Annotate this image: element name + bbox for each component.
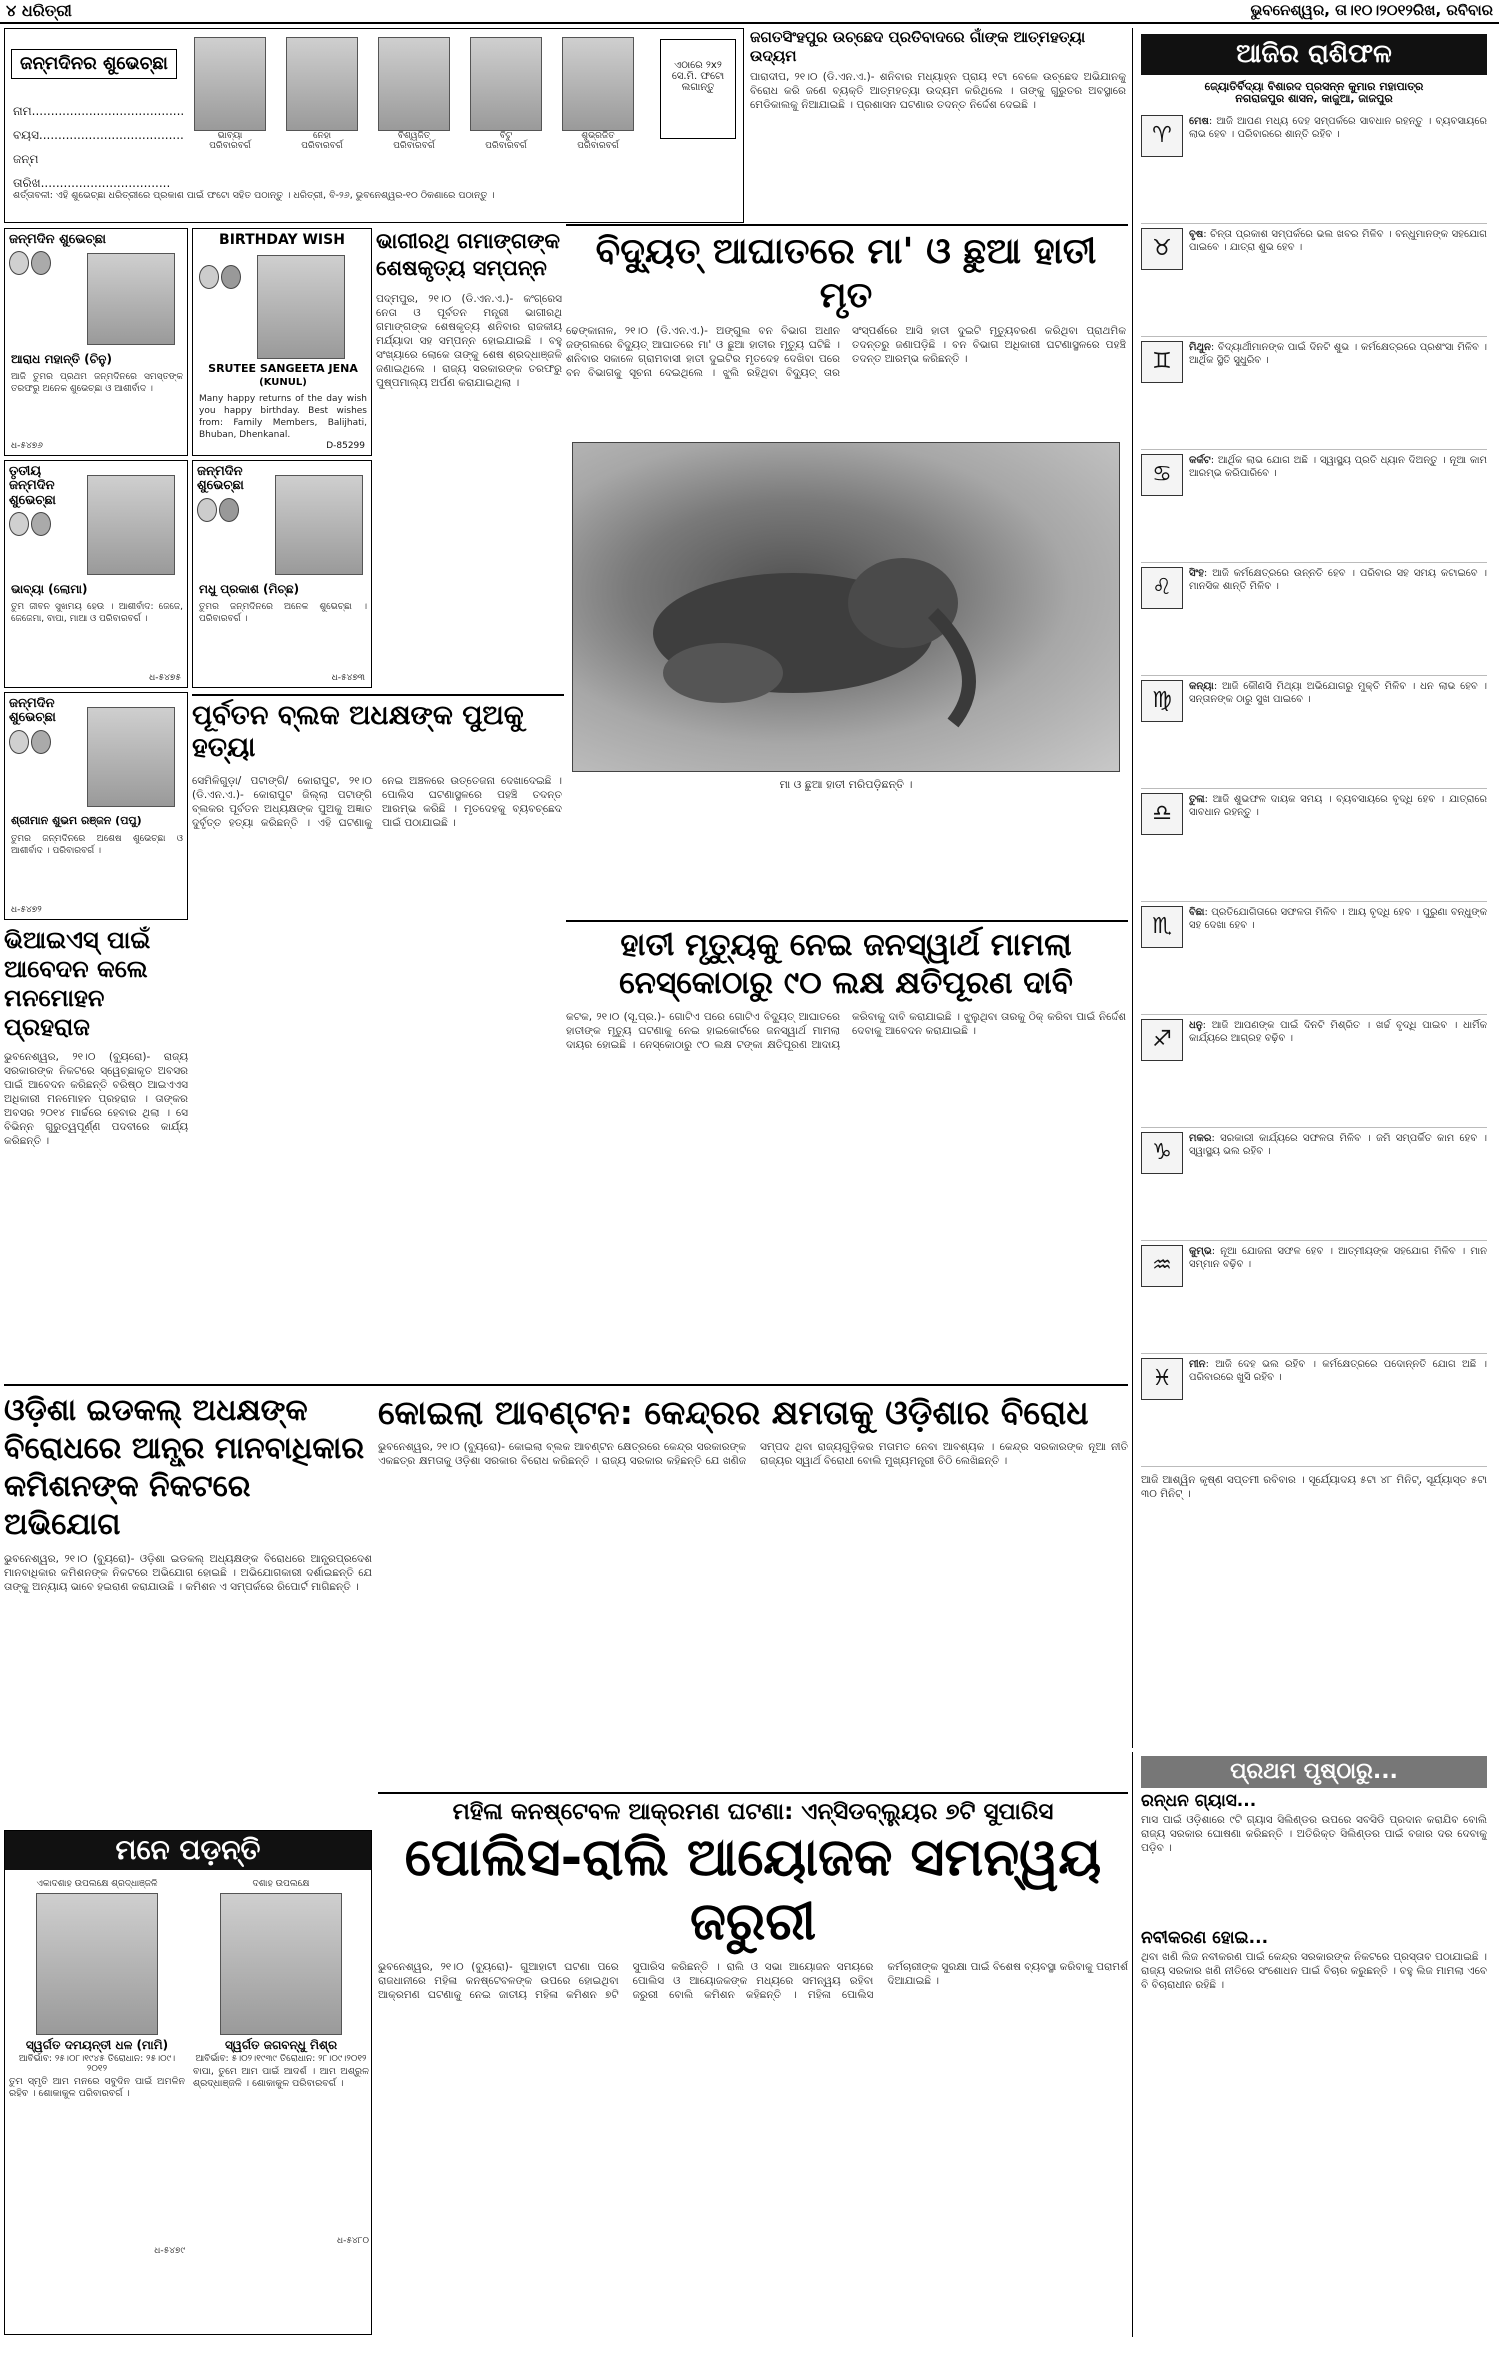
obituary-photo: [36, 1893, 158, 2035]
photo-caption: ପରିବାରବର୍ଗ: [209, 141, 251, 151]
form-field-dob: ଜନ୍ମ ତାରିଖ..................................: [13, 152, 171, 190]
wish-code: D-85299: [326, 441, 365, 451]
article-police: [378, 1798, 1128, 2336]
mane-panel: [4, 1830, 372, 2335]
article-vrs: [4, 926, 188, 1376]
article-purbatan: [192, 700, 562, 1380]
rashi-name: ମେଷ: [1189, 115, 1209, 127]
dateline: ଭୁବନେଶ୍ୱର, ତା।୧୦।୨୦୧୨ରିଖ, ରବିବାର: [1250, 1, 1493, 19]
article-headline: କୋଇଲା ଆବଣ୍ଟନ: କେନ୍ଦ୍ରର କ୍ଷମତାକୁ ଓଡ଼ିଶାର ବିରୋଧ: [378, 1393, 1089, 1432]
wish-text: ଆଜି ତୁମର ପ୍ରଥମ ଜନ୍ମଦିନରେ ସମସ୍ତଙ୍କ ତରଫରୁ ଅନେକ ଶୁଭେଚ୍ଛା ଓ ଆଶୀର୍ବାଦ ।: [11, 372, 183, 394]
rashi-item: ♐ ଧନୁ: ଆଜି ଆପଣଙ୍କ ପାଇଁ ଦିନଟି ମିଶ୍ରିତ । ଖର୍ଚ୍ଚ ବୃଦ୍ଧି ପାଇବ । ଧାର୍ମିକ କାର୍ଯ୍ୟରେ ଆଗ୍ରହ ବଢ଼ିବ ।: [1141, 1015, 1487, 1128]
article-headline: ଭାଗୀରଥି ଗମାଙ୍ଗଙ୍କ ଶେଷକୃତ୍ୟ ସମ୍ପନ୍ନ: [376, 229, 561, 280]
obituary-text: ତୁମ ସ୍ମୃତି ଆମ ମନରେ ସବୁଦିନ ପାଇଁ ଅମଳିନ ରହିବ । ଶୋକାକୁଳ ପରିବାରବର୍ଗ ।: [9, 2076, 185, 2100]
makara-icon: ♑: [1141, 1132, 1183, 1174]
article-jajpur: [750, 28, 1126, 223]
article-kicker: ମହିଳା କନଷ୍ଟେବଳ ଆକ୍ରମଣ ଘଟଣା: ଏନ୍‌ସିଡବ୍ଲ୍ୟୁର ୭ଟି ସୁପାରିସ: [452, 1799, 1054, 1825]
pratham-item-title: ରନ୍ଧନ ଗ୍ୟାସ...: [1141, 1791, 1257, 1812]
rashi-list: [1133, 111, 1495, 1467]
elephant-photo-caption: ମା ଓ ଛୁଆ ହାତୀ ମରିପଡ଼ିଛନ୍ତି ।: [779, 778, 913, 791]
rashi-item: ♎ ତୁଳା: ଆଜି ଶୁଭଫଳ ଦାୟକ ସମୟ । ବ୍ୟବସାୟରେ ବୃଦ୍ଧି ହେବ । ଯାତ୍ରାରେ ସାବଧାନ ରହନ୍ତୁ ।: [1141, 789, 1487, 902]
wish-card: [4, 692, 188, 920]
rashiphala-panel: [1132, 28, 1495, 1748]
obituary-photo: [220, 1893, 342, 2035]
obituary-name: ସ୍ୱର୍ଗତ ଦମୟନ୍ତୀ ଧଳ (ମାମି): [25, 2038, 169, 2052]
article-body: ଭୁବନେଶ୍ୱର, ୨୧।୦ (ବ୍ୟୁରୋ)- କୋଇଲା ବ୍ଲକ ଆବଣ୍ଟନ କ୍ଷେତ୍ରରେ କେନ୍ଦ୍ର ସରକାରଙ୍କ ଏକଛତ୍ର କ୍ଷମତାକୁ ଓଡ଼ିଶା ସରକାର ବିରୋଧ କରିଛନ୍ତି । ରାଜ୍ୟ ସରକାର କହିଛନ୍ତି ଯେ ଖଣିଜ ସମ୍ପଦ ଥିବା ରାଜ୍ୟଗୁଡ଼ିକର ମତାମତ ନେବା ଆବଶ୍ୟକ । କେନ୍ଦ୍ର ସରକାରଙ୍କ ନୂଆ ନୀତି ରାଜ୍ୟର ସ୍ୱାର୍ଥ ବିରୋଧୀ ବୋଲି ମୁଖ୍ୟମନ୍ତ୍ରୀ ଚିଠି ଲେଖିଛନ୍ତି ।: [378, 1441, 1128, 1467]
child-photo: [194, 37, 266, 131]
child-photo: [87, 707, 175, 807]
article-coal: [378, 1392, 1128, 1790]
form-field-age: ବୟସ......................................: [13, 128, 184, 142]
article-headline: ଓଡ଼ିଶା ଇଡକଲ୍ ଅଧକ୍ଷଙ୍କ ବିରୋଧରେ ଆନ୍ଧ୍ର ମାନବାଧିକାର କମିଶନଙ୍କ ନିକଟରେ ଅଭିଯୋଗ: [4, 1393, 365, 1542]
rashi-name: ବିଛା: [1189, 906, 1205, 918]
wish-title: BIRTHDAY WISH: [219, 232, 345, 248]
vrisha-icon: ♉: [1141, 228, 1183, 270]
rashi-name: ବୃଷ: [1189, 228, 1204, 240]
photo-name: ବିଶ୍ୱଜିତ୍: [397, 131, 431, 141]
child-photo: [87, 253, 175, 345]
article-headline: ବିଦ୍ୟୁତ୍ ଆଘାତରେ ମା' ଓ ଛୁଆ ହାତୀ ମୃତ: [595, 231, 1097, 316]
page-label: ୪ ଧରିତ୍ରୀ: [6, 1, 72, 20]
obituary-card: [9, 1879, 185, 2329]
rashi-name: ମକର: [1189, 1132, 1212, 1144]
wish-name: ଆରାଧ ମହାନ୍ତି (ଚିନୁ): [11, 352, 112, 366]
birthday-photo-card: [282, 37, 362, 177]
rashi-name: ଧନୁ: [1189, 1019, 1203, 1031]
photo-name: ନେହା: [312, 131, 331, 141]
rashi-name: ତୁଳା: [1189, 793, 1205, 805]
birthday-photo-card: [466, 37, 546, 177]
article-headline: ହାତୀ ମୃତ୍ୟୁକୁ ନେଇ ଜନସ୍ୱାର୍ଥ ମାମଲା: [620, 927, 1072, 963]
article-subheadline: ନେସ୍କୋଠାରୁ ୯୦ ଲକ୍ଷ କ୍ଷତିପୂରଣ ଦାବି: [619, 965, 1073, 1001]
article-idcol: [4, 1392, 372, 1824]
obituary-dates: ଆବିର୍ଭାବ: ୨୫।୦୮।୧୯୪୫ ତିରୋଧାନ: ୨୫।୦୯।୨୦୧୨: [18, 2054, 176, 2075]
rashiphala-byline-address: ନଗରାଜପୁର ଶାସନ, କାଜୁଆ, ଜାଜପୁର: [1235, 91, 1393, 105]
birthday-photo-card: [190, 37, 270, 177]
article-body: ଭୁବନେଶ୍ୱର, ୨୧।୦ (ବ୍ୟୁରୋ)- ଓଡ଼ିଶା ଇଡକଲ୍ ଅଧ୍ୟକ୍ଷଙ୍କ ବିରୋଧରେ ଆନ୍ଧ୍ରପ୍ରଦେଶ ମାନବାଧିକାର କମିଶନଙ୍କ ନିକଟରେ ଅଭିଯୋଗ ହୋଇଛି । ଅଭିଯୋଗକାରୀ ଦର୍ଶାଇଛନ୍ତି ଯେ ତାଙ୍କୁ ଅନ୍ୟାୟ ଭାବେ ହଇରାଣ କରାଯାଉଛି । କମିଶନ ଏ ସମ୍ପର୍କରେ ରିପୋର୍ଟ ମାଗିଛନ୍ତି ।: [4, 1553, 372, 1593]
article-bhagirathi: [376, 228, 562, 698]
child-photo: [275, 475, 363, 575]
mesha-icon: ♈: [1141, 115, 1183, 157]
rashi-text: ନୂଆ ଯୋଜନା ସଫଳ ହେବ । ଆତ୍ମୀୟଙ୍କ ସହଯୋଗ ମିଳିବ । ମାନ ସମ୍ମାନ ବଢ଼ିବ ।: [1189, 1245, 1487, 1270]
rashi-name: କର୍କଟ: [1189, 454, 1211, 466]
pratham-panel: [1132, 1752, 1495, 2337]
form-field-name: ନାମ........................................: [13, 104, 185, 118]
wish-text: Many happy returns of the day wish you happy birthday. Best wishes from: Family Members, Balijhati, Bhuban, Dhenkanal.: [199, 394, 367, 440]
photo-caption: ପରିବାରବର୍ଗ: [393, 141, 435, 151]
karkata-icon: ♋: [1141, 454, 1183, 496]
obituary-name: ସ୍ୱର୍ଗତ ଜଗବନ୍ଧୁ ମିଶ୍ର: [224, 2038, 338, 2052]
rashi-item: ♈ ମେଷ: ଆଜି ଆପଣ ମଧ୍ୟ ଦେହ ସମ୍ପର୍କରେ ସାବଧାନ ରହନ୍ତୁ । ବ୍ୟବସାୟରେ ଲାଭ ହେବ । ପରିବାରରେ ଶାନ୍ତି ରହିବ ।: [1141, 111, 1487, 224]
rashi-item: ♍ କନ୍ୟା: ଆଜି କୌଣସି ମିଥ୍ୟା ଅଭିଯୋଗରୁ ମୁକ୍ତି ମିଳିବ । ଧନ ଲାଭ ହେବ । ସନ୍ତାନଙ୍କ ଠାରୁ ସୁଖ ପାଇବେ ।: [1141, 676, 1487, 789]
rashi-text: ଆଜି କର୍ମକ୍ଷେତ୍ରରେ ଉନ୍ନତି ହେବ । ପରିବାର ସହ ସମୟ କଟାଇବେ । ମାନସିକ ଶାନ୍ତି ମିଳିବ ।: [1189, 567, 1487, 592]
wish-title: ଜନ୍ମଦିନ ଶୁଭେଚ୍ଛା: [9, 696, 56, 726]
tula-icon: ♎: [1141, 793, 1183, 835]
rashiphala-byline: ଜ୍ୟୋତିର୍ବିଦ୍ୟା ବିଶାରଦ ପ୍ରସନ୍ନ କୁମାର ମହାପାତ୍ର: [1204, 79, 1424, 93]
rashi-text: ଆର୍ଥିକ ଲାଭ ଯୋଗ ଅଛି । ସ୍ୱାସ୍ଥ୍ୟ ପ୍ରତି ଧ୍ୟାନ ଦିଅନ୍ତୁ । ନୂଆ କାମ ଆରମ୍ଭ କରିପାରିବେ ।: [1189, 454, 1487, 479]
rashi-item: ♏ ବିଛା: ପ୍ରତିଯୋଗିତାରେ ସଫଳତା ମିଳିବ । ଆୟ ବୃଦ୍ଧି ହେବ । ପୁରୁଣା ବନ୍ଧୁଙ୍କ ସହ ଦେଖା ହେବ ।: [1141, 902, 1487, 1015]
rashi-name: ସିଂହ: [1189, 567, 1204, 579]
wish-card: [192, 460, 372, 688]
wish-text: ତୁମ ଜୀବନ ସୁଖମୟ ହେଉ । ଆଶୀର୍ବାଦ: ଜେଜେ, ଜେଜେମା, ବାପା, ମାଆ ଓ ପରିବାରବର୍ଗ ।: [11, 602, 183, 624]
masthead: [0, 0, 1499, 22]
photo-name: ଭାବ୍ୟା: [217, 131, 243, 141]
photo-name: ବିଟୁ: [499, 131, 513, 141]
pratham-item-body: ମାସ ପାଇଁ ଓଡ଼ିଶାରେ ୯ଟି ଗ୍ୟାସ ସିଲିଣ୍ଡର ଉପରେ ସବସିଡି ପ୍ରଦାନ କରାଯିବ ବୋଲି ରାଜ୍ୟ ସରକାର ଘୋଷଣା କରିଛନ୍ତି । ଅତିରିକ୍ତ ସିଲିଣ୍ଡର ପାଇଁ ବଜାର ଦର ଦେବାକୁ ପଡ଼ିବ ।: [1141, 1813, 1487, 1854]
wish-text: ତୁମର ଜନ୍ମଦିନରେ ଅଶେଷ ଶୁଭେଚ୍ଛା ଓ ଆଶୀର୍ବାଦ । ପରିବାରବର୍ଗ ।: [11, 834, 183, 856]
rashi-name: କୁମ୍ଭ: [1189, 1245, 1212, 1257]
article-body: ଭୁବନେଶ୍ୱର, ୨୧।୦ (ବ୍ୟୁରୋ)- ରାଜ୍ୟ ସରକାରଙ୍କ ନିକଟରେ ସ୍ୱେଚ୍ଛାକୃତ ଅବସର ପାଇଁ ଆବେଦନ କରିଛନ୍ତି ବରିଷ୍ଠ ଆଇଏଏସ ଅଧିକାରୀ ମନମୋହନ ପ୍ରହରାଜ । ତାଙ୍କର ଅବସର ୨୦୧୪ ମାର୍ଚ୍ଚରେ ହେବାର ଥିଲା । ସେ ବିଭିନ୍ନ ଗୁରୁତ୍ୱପୂର୍ଣ୍ଣ ପଦବୀରେ କାର୍ଯ୍ୟ କରିଛନ୍ତି ।: [4, 1051, 188, 1147]
photo-caption: ପରିବାରବର୍ଗ: [577, 141, 619, 151]
rashi-text: ବିଦ୍ୟାର୍ଥୀମାନଙ୍କ ପାଇଁ ଦିନଟି ଶୁଭ । କର୍ମକ୍ଷେତ୍ରରେ ପ୍ରଶଂସା ମିଳିବ । ଆର୍ଥିକ ସ୍ଥିତି ସୁଧୁରିବ ।: [1189, 341, 1487, 366]
wish-code: ଧ-୫୪୭୬: [11, 441, 43, 451]
wish-name: ଶ୍ରୀମାନ ଶୁଭମ ରଞ୍ଜନ (ପପୁ): [11, 814, 142, 827]
simha-icon: ♌: [1141, 567, 1183, 609]
rashi-item: ♑ ମକର: ସରକାରୀ କାର୍ଯ୍ୟରେ ସଫଳତା ମିଳିବ । ଜମି ସମ୍ପର୍କିତ କାମ ହେବ । ସ୍ୱାସ୍ଥ୍ୟ ଭଲ ରହିବ ।: [1141, 1128, 1487, 1241]
dhanu-icon: ♐: [1141, 1019, 1183, 1061]
rashi-text: ଆଜି ଶୁଭଫଳ ଦାୟକ ସମୟ । ବ୍ୟବସାୟରେ ବୃଦ୍ଧି ହେବ । ଯାତ୍ରାରେ ସାବଧାନ ରହନ୍ତୁ ।: [1189, 793, 1487, 818]
child-photo: [470, 37, 542, 131]
wish-name: ମଧୁ ପ୍ରକାଶ (ମିଚ୍ଛ): [199, 582, 300, 596]
rashi-item: ♒ କୁମ୍ଭ: ନୂଆ ଯୋଜନା ସଫଳ ହେବ । ଆତ୍ମୀୟଙ୍କ ସହଯୋଗ ମିଳିବ । ମାନ ସମ୍ମାନ ବଢ଼ିବ ।: [1141, 1241, 1487, 1354]
child-photo: [257, 255, 345, 359]
dead-elephant-illustration: [573, 443, 1121, 773]
bichha-icon: ♏: [1141, 906, 1183, 948]
child-photo: [562, 37, 634, 131]
rashiphala-footer: ଆଜି ଆଶ୍ୱିନ କୃଷ୍ଣ ସପ୍ତମୀ ରବିବାର । ସୂର୍ଯ୍ୟୋଦୟ ୫ଟା ୪୮ ମିନିଟ୍, ସୂର୍ଯ୍ୟାସ୍ତ ୫ଟା ୩୦ ମିନିଟ୍ ।: [1141, 1473, 1487, 1500]
article-elephant: [566, 230, 1126, 920]
kanya-icon: ♍: [1141, 680, 1183, 722]
obituary-code: ଧ-୫୪୭୯: [154, 2246, 185, 2257]
rashi-text: ଆଜି ଦେହ ଭଲ ରହିବ । କର୍ମକ୍ଷେତ୍ରରେ ପଦୋନ୍ନତି ଯୋଗ ଅଛି । ପରିବାରରେ ଖୁସି ରହିବ ।: [1189, 1358, 1487, 1383]
wish-card: [4, 228, 188, 456]
article-headline: ପୋଲିସ-ରାଲି ଆୟୋଜକ ସମନ୍ୱୟ ଜରୁରୀ: [404, 1828, 1102, 1952]
rashi-text: ସରକାରୀ କାର୍ଯ୍ୟରେ ସଫଳତା ମିଳିବ । ଜମି ସମ୍ପର୍କିତ କାମ ହେବ । ସ୍ୱାସ୍ଥ୍ୟ ଭଲ ରହିବ ।: [1189, 1132, 1487, 1157]
rashi-item: ♋ କର୍କଟ: ଆର୍ଥିକ ଲାଭ ଯୋଗ ଅଛି । ସ୍ୱାସ୍ଥ୍ୟ ପ୍ରତି ଧ୍ୟାନ ଦିଅନ୍ତୁ । ନୂଆ କାମ ଆରମ୍ଭ କରିପାରିବେ ।: [1141, 450, 1487, 563]
obituary-dates: ଆବିର୍ଭାବ: ୫।୦୨।୧୯୩୯ ତିରୋଧାନ: ୨୮।୦୯।୨୦୧୨: [195, 2054, 367, 2065]
wish-nickname: (KUNUL): [259, 377, 307, 388]
wish-code: ଧ-୫୪୭୨: [11, 905, 42, 915]
child-photo: [378, 37, 450, 131]
rashi-item: ♉ ବୃଷ: ଚିନ୍ତା ପ୍ରକାଶ ସମ୍ପର୍କରେ ଭଲ ଖବର ମିଳିବ । ବନ୍ଧୁମାନଙ୍କ ସହଯୋଗ ପାଇବେ । ଯାତ୍ରା ଶୁଭ ହେବ ।: [1141, 224, 1487, 337]
wish-text: ତୁମର ଜନ୍ମଦିନରେ ଅନେକ ଶୁଭେଚ୍ଛା । ପରିବାରବର୍ଗ ।: [199, 602, 367, 624]
rashi-text: ଆଜି ଆପଣଙ୍କ ପାଇଁ ଦିନଟି ମିଶ୍ରିତ । ଖର୍ଚ୍ଚ ବୃଦ୍ଧି ପାଇବ । ଧାର୍ମିକ କାର୍ଯ୍ୟରେ ଆଗ୍ରହ ବଢ଼ିବ ।: [1189, 1019, 1487, 1044]
obituary-card: [193, 1879, 369, 2329]
mina-icon: ♓: [1141, 1358, 1183, 1400]
article-body: ପାରାଦୀପ, ୨୧।୦ (ଡି.ଏନ.ଏ.)- ଶନିବାର ମଧ୍ୟାହ୍ନ ପ୍ରାୟ ୧ଟା ବେଳେ ଉଚ୍ଛେଦ ଅଭିଯାନକୁ ବିରୋଧ କରି ଜଣେ ବ୍ୟକ୍ତି ଆତ୍ମହତ୍ୟା ଉଦ୍ୟମ କରିଥିଲେ । ତାଙ୍କୁ ଗୁରୁତର ଅବସ୍ଥାରେ ମେଡିକାଲକୁ ନିଆଯାଇଛି । ପ୍ରଶାସନ ଘଟଣାର ତଦନ୍ତ ନିର୍ଦ୍ଦେଶ ଦେଇଛି ।: [750, 71, 1126, 111]
birthday-panel: [4, 28, 744, 223]
article-body: ଢେଙ୍କାନାଳ, ୨୧।୦ (ଡି.ଏନ.ଏ.)- ଅଙ୍ଗୁଲ ବନ ବିଭାଗ ଅଧୀନ ଜଙ୍ଗଲରେ ବିଦ୍ୟୁତ୍ ଆଘାତରେ ମା' ଓ ଛୁଆ ହାତୀର ମୃତ୍ୟୁ ଘଟିଛି । ଶନିବାର ସକାଳେ ଗ୍ରାମବାସୀ ହାତୀ ଦୁଇଟିର ମୃତଦେହ ଦେଖିବା ପରେ ବନ ବିଭାଗକୁ ସୂଚନା ଦେଇଥିଲେ । ଝୁଲି ରହିଥିବା ବିଦ୍ୟୁତ୍ ତାର ସଂସ୍ପର୍ଶରେ ଆସି ହାତୀ ଦୁଇଟି ମୃତ୍ୟୁବରଣ କରିଥିବା ପ୍ରାଥମିକ ତଦନ୍ତରୁ ଜଣାପଡ଼ିଛି । ବନ ବିଭାଗ ଅଧିକାରୀ ଘଟଣାସ୍ଥଳରେ ପହଞ୍ଚି ତଦନ୍ତ ଆରମ୍ଭ କରିଛନ୍ତି ।: [566, 325, 1126, 379]
article-pil: [566, 926, 1126, 1380]
rashi-name: ମିଥୁନ: [1189, 341, 1211, 353]
article-body: ଭୁବନେଶ୍ୱର, ୨୧।୦ (ବ୍ୟୁରୋ)- ଗୁଆହାଟୀ ଘଟଣା ପରେ ରାଜଧାନୀରେ ମହିଳା କନଷ୍ଟେବଳଙ୍କ ଉପରେ ହୋଇଥିବା ଆକ୍ରମଣ ଘଟଣାକୁ ନେଇ ଜାତୀୟ ମହିଳା କମିଶନ ୭ଟି ସୁପାରିସ କରିଛନ୍ତି । ରାଲି ଓ ସଭା ଆୟୋଜନ ସମୟରେ ପୋଲିସ ଓ ଆୟୋଜକଙ୍କ ମଧ୍ୟରେ ସମନ୍ୱୟ ରହିବା ଜରୁରୀ ବୋଲି କମିଶନ କହିଛନ୍ତି । ମହିଳା ପୋଲିସ କର୍ମଚାରୀଙ୍କ ସୁରକ୍ଷା ପାଇଁ ବିଶେଷ ବ୍ୟବସ୍ଥା କରିବାକୁ ପରାମର୍ଶ ଦିଆଯାଇଛି ।: [378, 1961, 1128, 2001]
wish-card: [192, 228, 372, 456]
article-headline: ପୂର୍ବତନ ବ୍ଲକ ଅଧକ୍ଷଙ୍କ ପୁଅକୁ ହତ୍ୟା: [192, 700, 524, 763]
birthday-photo-card: [558, 37, 638, 177]
rashi-text: ପ୍ରତିଯୋଗିତାରେ ସଫଳତା ମିଳିବ । ଆୟ ବୃଦ୍ଧି ହେବ । ପୁରୁଣା ବନ୍ଧୁଙ୍କ ସହ ଦେଖା ହେବ ।: [1189, 906, 1487, 931]
article-headline: ଭିଆଇଏସ୍ ପାଇଁ ଆବେଦନ କଲେ ମନମୋହନ ପ୍ରହରାଜ: [4, 926, 151, 1041]
rashi-name: କନ୍ୟା: [1189, 680, 1214, 692]
rashi-item: ♌ ସିଂହ: ଆଜି କର୍ମକ୍ଷେତ୍ରରେ ଉନ୍ନତି ହେବ । ପରିବାର ସହ ସମୟ କଟାଇବେ । ମାନସିକ ଶାନ୍ତି ମିଳିବ ।: [1141, 563, 1487, 676]
child-photo: [87, 475, 175, 575]
obituary-label: ଏକାଦଶାହ ଉପଲକ୍ଷେ ଶ୍ରଦ୍ଧାଞ୍ଜଳି: [36, 1879, 158, 1889]
wish-name: SRUTEE SANGEETA JENA: [208, 362, 358, 375]
elephant-photo: [572, 442, 1120, 772]
kumbha-icon: ♒: [1141, 1245, 1183, 1287]
article-body: କଟକ, ୨୧।୦ (ସୂ.ପ୍ର.)- ଗୋଟିଏ ପରେ ଗୋଟିଏ ବିଦ୍ୟୁତ୍ ଆଘାତରେ ହାତୀଙ୍କ ମୃତ୍ୟୁ ଘଟଣାକୁ ନେଇ ହାଇକୋର୍ଟରେ ଜନସ୍ୱାର୍ଥ ମାମଲା ଦାୟର ହୋଇଛି । ନେସ୍କୋଠାରୁ ୯୦ ଲକ୍ଷ ଟଙ୍କା କ୍ଷତିପୂରଣ ଆଦାୟ କରିବାକୁ ଦାବି କରାଯାଇଛି । ଝୁଲୁଥିବା ତାରକୁ ଠିକ୍ କରିବା ପାଇଁ ନିର୍ଦ୍ଦେଶ ଦେବାକୁ ଆବେଦନ କରାଯାଇଛି ।: [566, 1011, 1126, 1051]
photo-name: ଶୁଭ୍ରଜିତ: [581, 131, 615, 141]
rashi-text: ଆଜି ଆପଣ ମଧ୍ୟ ଦେହ ସମ୍ପର୍କରେ ସାବଧାନ ରହନ୍ତୁ । ବ୍ୟବସାୟରେ ଲାଭ ହେବ । ପରିବାରରେ ଶାନ୍ତି ରହିବ ।: [1189, 115, 1487, 140]
obituary-code: ଧ-୫୪୮୦: [337, 2236, 369, 2247]
obituary-text: ବାପା, ତୁମେ ଆମ ପାଇଁ ଆଦର୍ଶ । ଆମ ଅଶ୍ରୁଳ ଶ୍ରଦ୍ଧାଞ୍ଜଳି । ଶୋକାକୁଳ ପରିବାରବର୍ଗ ।: [193, 2066, 369, 2090]
article-headline: ଜଗତସିଂହପୁର ଉଚ୍ଛେଦ ପ୍ରତିବାଦରେ ଗାଁଙ୍କ ଆତ୍ମହତ୍ୟା ଉଦ୍ୟମ: [750, 28, 1086, 65]
photo-placeholder-box: ଏଠାରେ ୨x୨ ସେ.ମି. ଫଟୋ ଲଗାନ୍ତୁ: [660, 39, 736, 139]
birthday-form: [13, 99, 183, 195]
photo-caption: ପରିବାରବର୍ଗ: [301, 141, 343, 151]
wish-title: ତୃତୀୟ ଜନ୍ମଦିନ ଶୁଭେଚ୍ଛା: [9, 464, 56, 508]
birthday-photo-card: [374, 37, 454, 177]
wish-title: ଜନ୍ମଦିନ ଶୁଭେଚ୍ଛା: [197, 464, 244, 494]
pratham-title: ପ୍ରଥମ ପୃଷ୍ଠାରୁ...: [1141, 1756, 1487, 1788]
pratham-item-title: ନବୀକରଣ ହୋଇ...: [1141, 1927, 1269, 1948]
pratham-item-body: ଥିବା ଖଣି ଲିଜ ନବୀକରଣ ପାଇଁ କେନ୍ଦ୍ର ସରକାରଙ୍କ ନିକଟରେ ପ୍ରସ୍ତାବ ପଠାଯାଇଛି । ରାଜ୍ୟ ସରକାର ଖଣି ନୀତିରେ ସଂଶୋଧନ ପାଇଁ ବିଚାର କରୁଛନ୍ତି । ବହୁ ଲିଜ ମାମଲା ଏବେ ବି ବିଚାରାଧୀନ ରହିଛି ।: [1141, 1950, 1487, 1991]
rashiphala-title: ଆଜିର ରାଶିଫଳ: [1141, 34, 1487, 75]
wish-card: [4, 460, 188, 688]
child-photo: [286, 37, 358, 131]
birthday-photos: [190, 37, 650, 177]
rashi-name: ମୀନ: [1189, 1358, 1206, 1370]
rashi-item: ♓ ମୀନ: ଆଜି ଦେହ ଭଲ ରହିବ । କର୍ମକ୍ଷେତ୍ରରେ ପଦୋନ୍ନତି ଯୋଗ ଅଛି । ପରିବାରରେ ଖୁସି ରହିବ ।: [1141, 1354, 1487, 1467]
obituary-label: ଦଶାହ ଉପଲକ୍ଷେ: [252, 1879, 310, 1889]
wish-name: ଭାବ୍ୟା (ଲୋମା): [11, 582, 88, 596]
photo-caption: ପରିବାରବର୍ଗ: [485, 141, 527, 151]
rashi-text: ଚିନ୍ତା ପ୍ରକାଶ ସମ୍ପର୍କରେ ଭଲ ଖବର ମିଳିବ । ବନ୍ଧୁମାନଙ୍କ ସହଯୋଗ ପାଇବେ । ଯାତ୍ରା ଶୁଭ ହେବ ।: [1189, 228, 1487, 253]
rashi-item: ♊ ମିଥୁନ: ବିଦ୍ୟାର୍ଥୀମାନଙ୍କ ପାଇଁ ଦିନଟି ଶୁଭ । କର୍ମକ୍ଷେତ୍ରରେ ପ୍ରଶଂସା ମିଳିବ । ଆର୍ଥିକ ସ୍ଥିତି ସୁଧୁରିବ ।: [1141, 337, 1487, 450]
birthday-footer: ଶର୍ତ୍ତାବଳୀ: ଏହି ଶୁଭେଚ୍ଛା ଧରିତ୍ରୀରେ ପ୍ରକାଶ ପାଇଁ ଫଟୋ ସହିତ ପଠାନ୍ତୁ । ଧରିତ୍ରୀ, ବି-୨୬, ଭୁବନେଶ୍ୱର-୧୦ ଠିକଣାରେ ପଠାନ୍ତୁ ।: [13, 190, 495, 201]
mithuna-icon: ♊: [1141, 341, 1183, 383]
wish-code: ଧ-୫୪୭୩: [331, 673, 365, 683]
article-body: ସେମିଳିଗୁଡ଼ା/ ପଟାଙ୍ଗି/ କୋରାପୁଟ, ୨୧।୦ (ଡି.ଏନ.ଏ.)- କୋରାପୁଟ ଜିଲ୍ଲା ପଟାଙ୍ଗି ବ୍ଲକର ପୂର୍ବତନ ଅଧ୍ୟକ୍ଷଙ୍କ ପୁଅକୁ ଅଜ୍ଞାତ ଦୁର୍ବୃତ୍ତ ହତ୍ୟା କରିଛନ୍ତି । ଏହି ଘଟଣାକୁ ନେଇ ଅଞ୍ଚଳରେ ଉତ୍ତେଜନା ଦେଖାଦେଇଛି । ପୋଲିସ ଘଟଣାସ୍ଥଳରେ ପହଞ୍ଚି ତଦନ୍ତ ଆରମ୍ଭ କରିଛି । ମୃତଦେହକୁ ବ୍ୟବଚ୍ଛେଦ ପାଇଁ ପଠାଯାଇଛି ।: [192, 775, 562, 829]
mane-title: ମନେ ପଡ଼ନ୍ତି: [5, 1831, 371, 1870]
rashi-text: ଆଜି କୌଣସି ମିଥ୍ୟା ଅଭିଯୋଗରୁ ମୁକ୍ତି ମିଳିବ । ଧନ ଲାଭ ହେବ । ସନ୍ତାନଙ୍କ ଠାରୁ ସୁଖ ପାଇବେ ।: [1189, 680, 1487, 705]
birthday-panel-title: ଜନ୍ମଦିନର ଶୁଭେଚ୍ଛା: [11, 49, 177, 79]
wish-title: ଜନ୍ମଦିନ ଶୁଭେଚ୍ଛା: [9, 232, 106, 247]
wish-code: ଧ-୫୪୭୫: [149, 673, 181, 683]
article-body: ପଦ୍ମପୁର, ୨୧।୦ (ଡି.ଏନ.ଏ.)- କଂଗ୍ରେସ ନେତା ଓ ପୂର୍ବତନ ମନ୍ତ୍ରୀ ଭାଗୀରଥି ଗମାଙ୍ଗଙ୍କ ଶେଷକୃତ୍ୟ ଶନିବାର ରାଜକୀୟ ମର୍ଯ୍ୟାଦା ସହ ସମ୍ପନ୍ନ ହୋଇଯାଇଛି । ବହୁ ସଂଖ୍ୟାରେ ଲୋକେ ତାଙ୍କୁ ଶେଷ ଶ୍ରଦ୍ଧାଞ୍ଜଳି ଜଣାଇଥିଲେ । ରାଜ୍ୟ ସରକାରଙ୍କ ତରଫରୁ ପୁଷ୍ପମାଲ୍ୟ ଅର୍ପଣ କରାଯାଇଥିଲା ।: [376, 293, 562, 389]
